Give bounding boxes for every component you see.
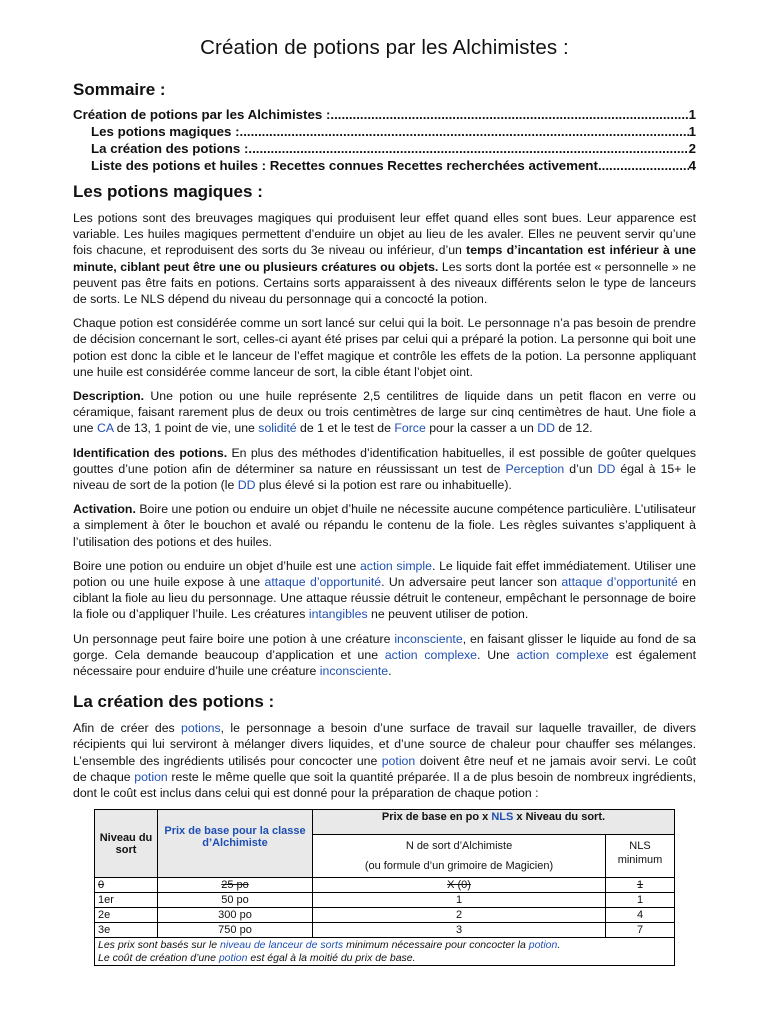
toc-entry-label: La création des potions : bbox=[91, 141, 249, 156]
link-action-simple[interactable]: action simple bbox=[359, 558, 432, 573]
toc-entry-page: 1 bbox=[688, 107, 696, 122]
link-niveau-lanceur[interactable]: niveau de lanceur de sorts bbox=[219, 939, 344, 952]
link-potions[interactable]: potions bbox=[181, 721, 221, 736]
link-potion[interactable]: potion bbox=[381, 753, 416, 768]
link-solidite[interactable]: solidité bbox=[258, 421, 297, 436]
table-row: 2e 300 po 2 4 bbox=[95, 908, 675, 923]
toc-entry-label: Liste des potions et huiles : Recettes connues Recettes recherchées activement bbox=[91, 158, 598, 173]
document-title: Création de potions par les Alchimistes : bbox=[200, 36, 569, 59]
toc-entry[interactable] bbox=[73, 140, 696, 157]
header-prix-formule: Prix de base en po x NLS x Niveau du sort. bbox=[313, 810, 675, 835]
paragraph: Les potions sont des breuvages magiques qui produisent leur effet quand elles sont bues. Leur apparence est variable. Les huiles magiques permettent d’enduire un objet au lieu de les avaler. Elles ne peuvent servir qu’une fois chacune, et reproduisent des sorts du 3e niveau ou inférieur, d’un temps d’incantation est inférieur à une minute, ciblant peut être une ou plusieurs créatures ou objets. Les sorts dont la portée est « personnelle » ne peuvent pas être faits en potions. Certains sorts apparaissent à des niveaux différents selon le type de lanceurs de sorts. Le NLS dépend du niveau du personnage qui a concocté la potion. bbox=[73, 211, 696, 307]
link-dd[interactable]: DD bbox=[237, 478, 256, 493]
link-ca[interactable]: CA bbox=[96, 421, 114, 436]
table-row: 1er 50 po 1 1 bbox=[95, 893, 675, 908]
potion-price-table bbox=[94, 809, 675, 966]
toc-entry[interactable] bbox=[73, 106, 696, 123]
link-potion[interactable]: potion bbox=[528, 939, 558, 952]
toc-entry[interactable] bbox=[73, 123, 696, 140]
link-inconsciente[interactable]: inconsciente bbox=[394, 631, 463, 646]
toc-entry-page: 4 bbox=[688, 158, 696, 173]
table-row: 0 25 po X (0) 1 bbox=[95, 878, 675, 893]
paragraph: Boire une potion ou enduire un objet d’huile est une action simple. Le liquide fait effet immédiatement. Utiliser une potion ou une huile expose à une attaque d’opportunité. Un adversaire peut lancer son attaque d’opportunité en ciblant la fiole au lieu du personnage. Une attaque réussie détruit le conteneur, empêchant le personnage de boire la fiole ou d’appliquer l’huile. Les créatures intangibles ne peuvent utiliser de potion. bbox=[73, 558, 696, 622]
paragraph: Un personnage peut faire boire une potion à une créature inconsciente, en faisant glisser le liquide au fond de sa gorge. Cela demande beaucoup d’application et une action complexe. Une action complexe est également nécessaire pour enduire d’huile une créature inconsciente. bbox=[73, 631, 697, 679]
toc-entry-label: Création de potions par les Alchimistes : bbox=[73, 107, 331, 122]
section-heading-potions-magiques: Les potions magiques : bbox=[73, 182, 263, 201]
link-intangibles[interactable]: intangibles bbox=[308, 607, 368, 622]
table-of-contents bbox=[73, 106, 696, 174]
paragraph-activation: Activation. Boire une potion ou enduire un objet d’huile ne nécessite aucune compétence particulière. L’utilisateur a simplement à ôter le bouchon et avalé ou répandu le contenu de la fiole. Les règles suivantes s’appliquent à l’utilisation des potions et des huiles. bbox=[73, 502, 696, 549]
link-action-complexe[interactable]: action complexe bbox=[384, 647, 478, 662]
link-dd[interactable]: DD bbox=[597, 461, 616, 476]
link-force[interactable]: Force bbox=[394, 421, 426, 436]
paragraph-description: Description. Une potion ou une huile représente 2,5 centilitres de liquide dans un petit flacon en verre ou céramique, faisant rarement plus de deux ou trois centimètres de large sur cinq centimètres de haut. Une fiole a une CA de 13, 1 point de vie, une solidité de 1 et le test de Force pour la casser a un DD de 12. bbox=[73, 389, 696, 436]
link-potion[interactable]: potion bbox=[134, 769, 168, 784]
sommaire-heading: Sommaire : bbox=[73, 80, 166, 99]
link-nls[interactable]: NLS bbox=[491, 811, 514, 824]
paragraph-identification: Identification des potions. En plus des méthodes d’identification habituelles, il est possible de goûter quelques gouttes d’une potion afin de déterminer sa nature en réussissant un test de Perception d’un DD égal à 15+ le niveau de sort de la potion (le DD plus élevé si la potion est rare ou inhabituelle). bbox=[73, 445, 696, 493]
toc-entry-label: Les potions magiques : bbox=[91, 124, 240, 139]
toc-entry[interactable] bbox=[73, 157, 696, 174]
section-heading-creation-potions: La création des potions : bbox=[73, 692, 275, 712]
header-prix-base[interactable]: Prix de base pour la classe d’Alchimiste bbox=[158, 810, 313, 878]
header-nls-minimum: NLS minimum bbox=[606, 835, 675, 878]
toc-entry-page: 2 bbox=[688, 141, 696, 156]
link-attaque-opportunite[interactable]: attaque d’opportunité bbox=[561, 575, 678, 590]
table-footnote: Les prix sont basés sur le niveau de lanceur de sorts minimum nécessaire pour concocter la potion. Le coût de création d’une potion est égal à la moitié du prix de base. bbox=[95, 938, 675, 966]
toc-entry-page: 1 bbox=[688, 124, 696, 139]
paragraph: Chaque potion est considérée comme un sort lancé sur celui qui la boit. Le personnage n’a pas besoin de prendre de décision concernant le sort, celles-ci ayant été prises par celui qui a préparé la potion. La personne qui boit une potion est donc la cible et le lanceur de l’effet magique et contrôle les effets de la potion. La personne appliquant une huile est considérée comme lanceur de sort, la cible étant l’objet oint. bbox=[73, 316, 696, 379]
table-row: 3e 750 po 3 7 bbox=[95, 923, 675, 938]
link-action-complexe[interactable]: action complexe bbox=[516, 647, 609, 662]
paragraph: Afin de créer des potions, le personnage a besoin d’une surface de travail sur laquelle travailler, de divers récipients qui lui serviront à mélanger divers liquides, et d’une source de chaleur pour chauffer ses mélanges. L’ensemble des ingrédients utilisés pour concocter une potion doivent être neuf et ne jamais avoir servi. Le coût de chaque potion reste le même quelle que soit la quantité préparée. Il a de plus besoin de nombreux ingrédients, dont le coût est inclus dans celui qui est donné pour la préparation de chaque potion : bbox=[73, 721, 696, 801]
link-attaque-opportunite[interactable]: attaque d’opportunité bbox=[264, 575, 382, 590]
link-potion[interactable]: potion bbox=[218, 951, 248, 964]
link-perception[interactable]: Perception bbox=[505, 461, 565, 476]
header-n-sort: N de sort d’Alchimiste (ou formule d’un grimoire de Magicien) bbox=[313, 835, 606, 878]
link-dd[interactable]: DD bbox=[537, 421, 555, 436]
link-inconsciente[interactable]: inconsciente bbox=[319, 664, 389, 679]
header-niveau: Niveau du sort bbox=[95, 810, 158, 878]
